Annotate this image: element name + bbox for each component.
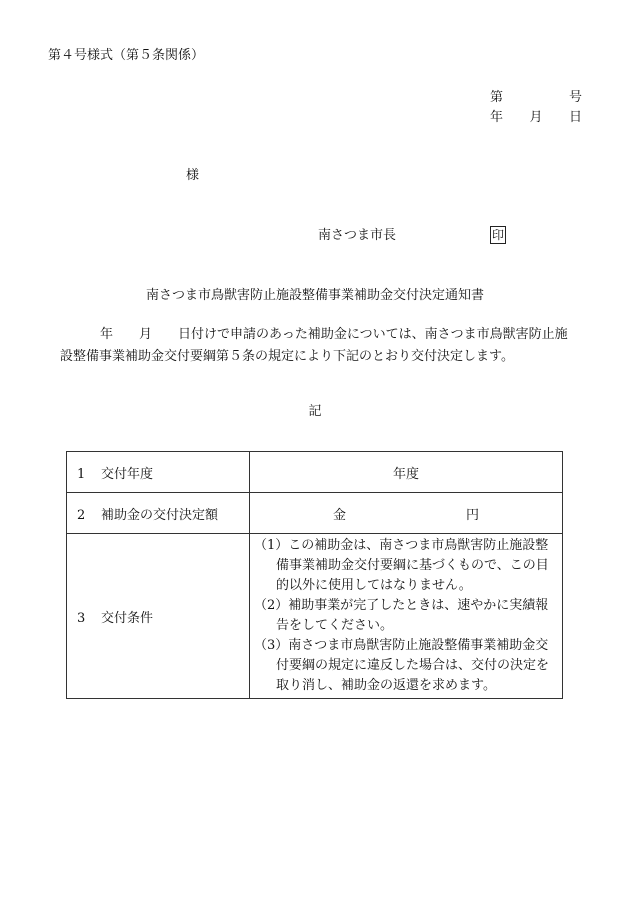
table-row	[67, 452, 563, 493]
row-label-text: 補助金の交付決定額	[101, 507, 219, 523]
body-line-1: 年 月 日付けで申請のあった補助金については、南さつま市鳥獣害防止施	[100, 327, 568, 342]
row-number: 1	[77, 466, 86, 482]
issue-date	[490, 110, 582, 126]
row-number: 2	[77, 507, 86, 523]
row-label	[67, 452, 250, 493]
issuer: 南さつま市長	[318, 228, 397, 243]
date-day: 日	[568, 110, 582, 125]
fiscal-year-value: 年度	[250, 452, 563, 493]
amount-suffix: 円	[466, 507, 480, 523]
reference-dai: 第	[490, 90, 504, 105]
row-label	[67, 493, 250, 534]
body-line-2: 設整備事業補助金交付要綱第５条の規定により下記のとおり交付決定します。	[60, 349, 514, 364]
decision-table	[66, 451, 563, 699]
amount-prefix: 金	[332, 507, 346, 523]
ki-heading: 記	[308, 404, 322, 419]
row-number: 3	[77, 610, 86, 626]
condition-item: （1）この補助金は、南さつま市鳥獣害防止施設整備事業補助金交付要綱に基づくもので、この目的以外に使用してはなりません。	[254, 538, 549, 593]
table-row	[67, 493, 563, 534]
date-month: 月	[529, 110, 543, 125]
document-title: 南さつま市鳥獣害防止施設整備事業補助金交付決定通知書	[145, 288, 484, 303]
conditions-list	[250, 534, 563, 699]
condition-item: （3）南さつま市鳥獣害防止施設整備事業補助金交付要綱の規定に違反した場合は、交付の決定を取り消し、補助金の返還を求めます。	[254, 638, 550, 693]
reference-go: 号	[568, 90, 582, 105]
date-year: 年	[490, 110, 504, 125]
body-paragraph	[60, 324, 578, 368]
table-row	[67, 534, 563, 699]
addressee: 様	[186, 168, 200, 183]
row-label-text: 交付条件	[101, 610, 154, 626]
row-label	[67, 534, 250, 699]
seal-stamp: 印	[491, 228, 504, 242]
reference-number	[490, 90, 582, 106]
form-number: 第４号様式（第５条関係）	[48, 48, 205, 63]
amount-value	[250, 493, 563, 534]
row-label-text: 交付年度	[101, 466, 154, 482]
condition-item: （2）補助事業が完了したときは、速やかに実績報告をしてください。	[254, 598, 549, 633]
